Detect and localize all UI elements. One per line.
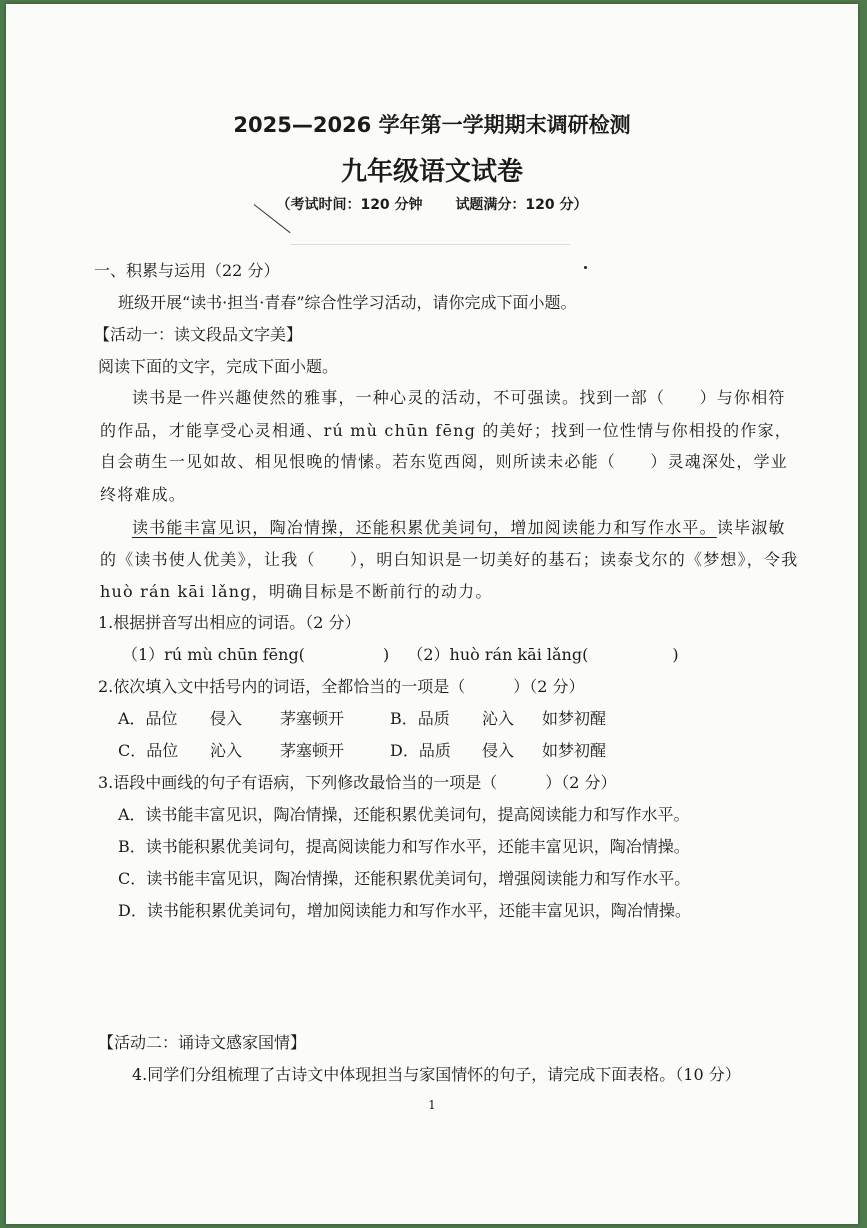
ink-dot (584, 266, 587, 269)
q2-option-b-word2: 沁入 (482, 709, 515, 728)
q2-option-b-word3: 如梦初醒 (542, 709, 607, 728)
q2-option-a-word2: 侵入 (210, 709, 243, 728)
fold-line (290, 244, 570, 245)
question-4: 4.同学们分组梳理了古诗文中体现担当与家国情怀的句子，请完成下面表格。（10 分） (132, 1065, 741, 1084)
passage-line-3: 自会萌生一见如故、相见恨晚的情愫。若东览西阅，则所读未必能（ ）灵魂深处，学业 (100, 452, 789, 471)
passage-line-2: 的作品，才能享受心灵相通、rú mù chūn fēng 的美好；找到一位性情与你相投的作家， (100, 421, 792, 440)
q2-option-row-2 (118, 738, 606, 761)
q2-option-row-1 (118, 706, 606, 729)
q2-option-d-word3: 如梦初醒 (542, 741, 607, 760)
passage2-line-3: huò rán kāi lǎng，明确目标是不断前行的动力。 (100, 582, 493, 601)
passage-line-1: 读书是一件兴趣使然的雅事，一种心灵的活动，不可强读。找到一部（ ）与你相符 (132, 388, 786, 407)
question-2: 2.依次填入文中括号内的词语，全都恰当的一项是（ ）（2 分） (98, 677, 585, 696)
q1-item-b-text: （2）huò rán kāi lǎng( (407, 645, 589, 664)
q2-option-a-word3: 茅塞顿开 (280, 709, 345, 728)
exam-paper (6, 4, 858, 1224)
exam-info (6, 194, 858, 214)
q2-option-a: A．品位 (118, 709, 178, 728)
q2-option-d: D．品质 (390, 741, 451, 760)
full-score: 试题满分：120 分） (455, 197, 588, 213)
exam-time: （考试时间：120 分钟 (276, 197, 423, 213)
q2-option-b: B．品质 (390, 709, 450, 728)
page-number: 1 (428, 1098, 436, 1112)
exam-subtitle: 九年级语文试卷 (340, 157, 523, 187)
q3-option-d: D．读书能积累优美词句，增加阅读能力和写作水平，还能丰富见识，陶冶情操。 (118, 901, 691, 920)
exam-title: 2025—2026 学年第一学期期末调研检测 (233, 113, 631, 137)
q3-option-b: B．读书能积累优美词句，提高阅读能力和写作水平，还能丰富见识，陶冶情操。 (118, 837, 690, 856)
activity-two-heading: 【活动二：诵诗文感家国情】 (98, 1033, 307, 1052)
passage2-line-1 (132, 515, 786, 538)
question-3: 3.语段中画线的句子有语病，下列修改最恰当的一项是（ ）（2 分） (98, 773, 617, 792)
question-1-item-a (122, 642, 679, 665)
q1-item-a-close: ) (382, 645, 390, 664)
q2-option-c-word3: 茅塞顿开 (280, 741, 345, 760)
q2-option-c-word2: 沁入 (210, 741, 243, 760)
underlined-sentence: 读书能丰富见识，陶冶情操，还能积累优美词句，增加阅读能力和写作水平。 (132, 518, 717, 537)
q1-item-a-text: （1）rú mù chūn fēng( (122, 645, 305, 664)
question-1: 1.根据拼音写出相应的词语。（2 分） (98, 613, 361, 632)
passage2-line-2: 的《读书使人优美》，让我（ ），明白知识是一切美好的基石；读泰戈尔的《梦想》，令我 (100, 550, 799, 569)
q3-option-a: A．读书能丰富见识，陶冶情操，还能积累优美词句，提高阅读能力和写作水平。 (118, 805, 690, 824)
section-intro: 班级开展“读书·担当·青春”综合性学习活动，请你完成下面小题。 (118, 293, 577, 312)
q3-option-c: C．读书能丰富见识，陶冶情操，还能积累优美词句，增强阅读能力和写作水平。 (118, 869, 691, 888)
q1-item-b-close: ) (672, 645, 679, 664)
q2-option-d-word2: 侵入 (482, 741, 515, 760)
activity-one-heading: 【活动一：读文段品文字美】 (94, 325, 303, 344)
q2-option-c: C．品位 (118, 741, 179, 760)
passage-line-4: 终将难成。 (100, 485, 187, 504)
reading-instruction: 阅读下面的文字，完成下面小题。 (98, 357, 339, 376)
passage2-line-1-rest: 读毕淑敏 (716, 518, 786, 537)
section-heading: 一、积累与运用（22 分） (94, 261, 280, 280)
